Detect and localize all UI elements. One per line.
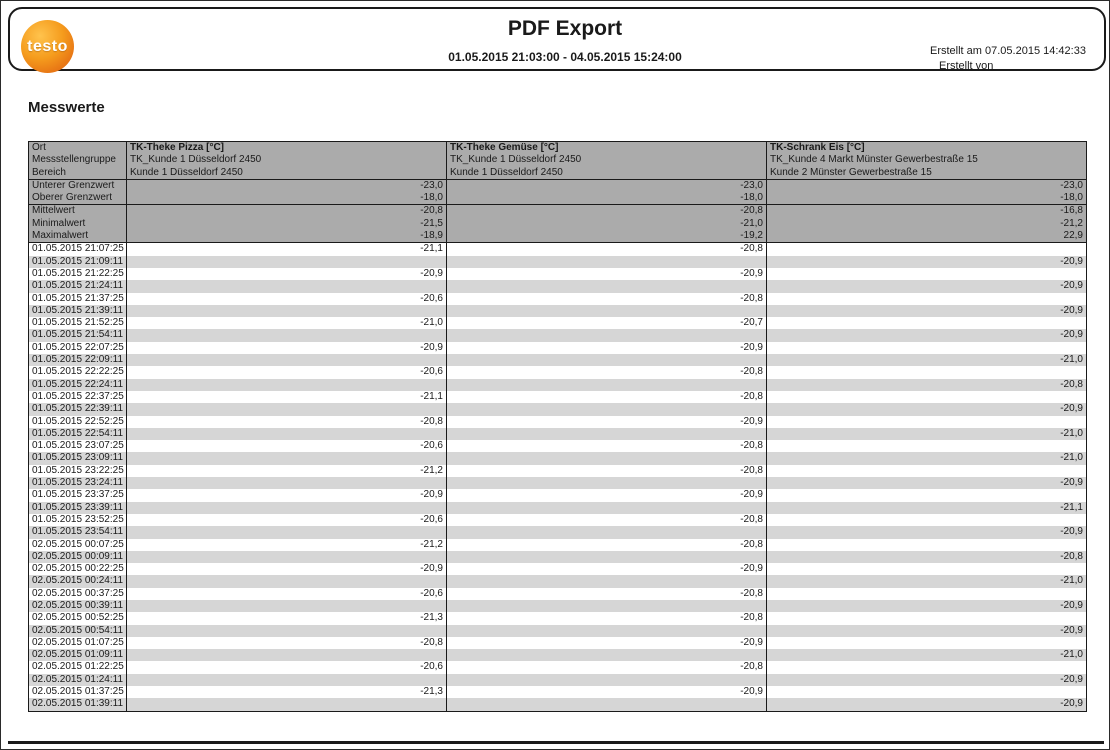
stat-row (29, 205, 1087, 243)
timestamp-cell: 01.05.2015 21:39:11 (29, 305, 127, 317)
table-row (29, 686, 1087, 698)
channel-group: TK_Kunde 1 Düsseldorf 2450 (130, 154, 262, 166)
stat-value: -21,2 (1060, 217, 1083, 229)
table-row (29, 452, 1087, 464)
table-row (29, 551, 1087, 563)
value-cell: -21,2 (127, 465, 447, 477)
value-cell (767, 440, 1087, 452)
value-cell: -20,9 (127, 489, 447, 501)
stat-value: -21,5 (420, 217, 443, 229)
limit-value-cell (767, 179, 1087, 205)
limit-value: -23,0 (1060, 179, 1083, 191)
value-cell (127, 477, 447, 489)
value-cell (127, 674, 447, 686)
page-title: PDF Export (507, 17, 623, 40)
value-cell (127, 502, 447, 514)
limit-value: -18,0 (740, 192, 763, 204)
table-row (29, 588, 1087, 600)
timestamp-cell: 01.05.2015 23:22:25 (29, 465, 127, 477)
value-cell (127, 403, 447, 415)
channel-header-cell (447, 142, 767, 180)
channel-title: TK-Schrank Eis [°C] (770, 142, 865, 153)
limit-value: -18,0 (1060, 192, 1083, 204)
table-row (29, 539, 1087, 551)
value-cell (127, 305, 447, 317)
value-cell: -21,1 (127, 391, 447, 403)
value-cell (767, 686, 1087, 698)
table-row (29, 526, 1087, 538)
timestamp-cell: 01.05.2015 22:39:11 (29, 403, 127, 415)
value-cell (447, 502, 767, 514)
table-row (29, 428, 1087, 440)
meta-label-cell (29, 142, 127, 180)
timestamp-cell: 01.05.2015 23:07:25 (29, 440, 127, 452)
value-cell (127, 551, 447, 563)
value-cell: -20,8 (447, 243, 767, 256)
table-row (29, 403, 1087, 415)
value-cell (447, 600, 767, 612)
value-cell: -20,9 (447, 342, 767, 354)
value-cell: -20,9 (447, 489, 767, 501)
timestamp-cell: 02.05.2015 01:22:25 (29, 661, 127, 673)
value-cell: -20,6 (127, 366, 447, 378)
value-cell: -21,0 (767, 428, 1087, 440)
table-row (29, 256, 1087, 268)
stat-label-cell (29, 205, 127, 243)
value-cell: -20,6 (127, 588, 447, 600)
value-cell: -21,1 (767, 502, 1087, 514)
timestamp-cell: 01.05.2015 23:37:25 (29, 489, 127, 501)
value-cell (127, 649, 447, 661)
value-cell: -20,9 (767, 256, 1087, 268)
value-cell (447, 477, 767, 489)
value-cell (447, 698, 767, 711)
table-row (29, 440, 1087, 452)
timestamp-cell: 02.05.2015 00:07:25 (29, 539, 127, 551)
value-cell: -20,8 (447, 661, 767, 673)
value-cell: -20,9 (767, 674, 1087, 686)
value-cell (127, 600, 447, 612)
stat-value: -19,2 (740, 230, 763, 242)
channel-title: TK-Theke Gemüse [°C] (450, 142, 559, 153)
value-cell: -20,9 (447, 268, 767, 280)
value-cell (767, 391, 1087, 403)
limit-value: -23,0 (740, 179, 763, 191)
value-cell: -20,9 (767, 600, 1087, 612)
value-cell (127, 452, 447, 464)
value-cell (447, 280, 767, 292)
value-cell: -20,9 (767, 625, 1087, 637)
table-row (29, 514, 1087, 526)
value-cell: -21,0 (767, 452, 1087, 464)
table-meta-row (29, 142, 1087, 180)
timestamp-cell: 01.05.2015 23:09:11 (29, 452, 127, 464)
value-cell: -20,6 (127, 293, 447, 305)
value-cell (767, 563, 1087, 575)
value-cell (127, 354, 447, 366)
stat-value: -20,8 (420, 205, 443, 217)
value-cell: -20,9 (767, 526, 1087, 538)
created-meta (930, 44, 1086, 74)
timestamp-cell: 01.05.2015 21:52:25 (29, 317, 127, 329)
table-row (29, 305, 1087, 317)
stat-label: Mittelwert (32, 205, 75, 217)
table-row (29, 649, 1087, 661)
timestamp-cell: 02.05.2015 00:39:11 (29, 600, 127, 612)
value-cell: -20,8 (447, 612, 767, 624)
footer-rule (8, 741, 1104, 744)
value-cell (447, 256, 767, 268)
value-cell (127, 256, 447, 268)
table-row (29, 243, 1087, 256)
table-row (29, 379, 1087, 391)
value-cell: -20,9 (127, 563, 447, 575)
channel-area: Kunde 2 Münster Gewerbestraße 15 (770, 166, 932, 178)
limit-label: Oberer Grenzwert (32, 192, 113, 204)
value-cell (767, 465, 1087, 477)
channel-header-cell (767, 142, 1087, 180)
messwerte-table (28, 141, 1087, 712)
value-cell (127, 280, 447, 292)
timestamp-cell: 01.05.2015 22:37:25 (29, 391, 127, 403)
value-cell: -21,0 (767, 649, 1087, 661)
limit-row (29, 179, 1087, 205)
created-by: Erstellt von (939, 60, 994, 72)
timestamp-cell: 01.05.2015 23:39:11 (29, 502, 127, 514)
value-cell: -20,8 (447, 588, 767, 600)
value-cell (447, 403, 767, 415)
timestamp-cell: 01.05.2015 21:07:25 (29, 243, 127, 256)
value-cell (767, 661, 1087, 673)
table-row (29, 674, 1087, 686)
value-cell: -20,8 (127, 416, 447, 428)
timestamp-cell: 01.05.2015 22:54:11 (29, 428, 127, 440)
timestamp-cell: 02.05.2015 01:24:11 (29, 674, 127, 686)
value-cell (447, 305, 767, 317)
report-header (8, 7, 1106, 71)
table-row (29, 329, 1087, 341)
timestamp-cell: 02.05.2015 01:39:11 (29, 698, 127, 711)
table-row (29, 563, 1087, 575)
channel-header-cell (127, 142, 447, 180)
value-cell: -20,8 (447, 391, 767, 403)
value-cell: -20,9 (767, 305, 1087, 317)
value-cell: -20,8 (127, 637, 447, 649)
timestamp-cell: 02.05.2015 01:37:25 (29, 686, 127, 698)
value-cell (767, 539, 1087, 551)
limit-value-cell (127, 179, 447, 205)
messwerte-table-body (29, 142, 1087, 712)
timestamp-cell: 01.05.2015 22:24:11 (29, 379, 127, 391)
meta-label: Bereich (32, 166, 66, 178)
table-row (29, 698, 1087, 711)
table-row (29, 342, 1087, 354)
meta-label: Messstellengruppe (32, 154, 116, 166)
limit-value: -23,0 (420, 179, 443, 191)
table-row (29, 575, 1087, 587)
value-cell (767, 637, 1087, 649)
table-row (29, 661, 1087, 673)
table-row (29, 625, 1087, 637)
value-cell (127, 526, 447, 538)
stat-value-cell (447, 205, 767, 243)
value-cell (447, 575, 767, 587)
timestamp-cell: 02.05.2015 01:09:11 (29, 649, 127, 661)
value-cell (447, 452, 767, 464)
value-cell: -21,2 (127, 539, 447, 551)
value-cell: -20,9 (767, 477, 1087, 489)
stat-value: -21,0 (740, 217, 763, 229)
table-row (29, 366, 1087, 378)
timestamp-cell: 01.05.2015 21:54:11 (29, 329, 127, 341)
value-cell (447, 329, 767, 341)
value-cell: -20,8 (447, 539, 767, 551)
timestamp-cell: 01.05.2015 22:09:11 (29, 354, 127, 366)
table-row (29, 354, 1087, 366)
report-date-range: 01.05.2015 21:03:00 - 04.05.2015 15:24:00 (448, 50, 682, 64)
meta-label: Ort (32, 142, 46, 153)
value-cell (127, 575, 447, 587)
table-row (29, 489, 1087, 501)
table-row (29, 637, 1087, 649)
value-cell: -20,8 (447, 366, 767, 378)
value-cell: -20,6 (127, 440, 447, 452)
value-cell: -21,3 (127, 612, 447, 624)
timestamp-cell: 02.05.2015 00:09:11 (29, 551, 127, 563)
value-cell: -20,8 (447, 293, 767, 305)
value-cell (767, 342, 1087, 354)
value-cell (447, 649, 767, 661)
table-row (29, 268, 1087, 280)
table-row (29, 317, 1087, 329)
value-cell (447, 625, 767, 637)
table-row (29, 600, 1087, 612)
value-cell (127, 329, 447, 341)
timestamp-cell: 01.05.2015 22:52:25 (29, 416, 127, 428)
value-cell (767, 514, 1087, 526)
value-cell: -20,9 (447, 686, 767, 698)
timestamp-cell: 02.05.2015 00:54:11 (29, 625, 127, 637)
timestamp-cell: 02.05.2015 00:24:11 (29, 575, 127, 587)
timestamp-cell: 01.05.2015 23:52:25 (29, 514, 127, 526)
timestamp-cell: 01.05.2015 22:07:25 (29, 342, 127, 354)
value-cell: -20,8 (767, 551, 1087, 563)
value-cell (447, 379, 767, 391)
value-cell: -20,9 (767, 698, 1087, 711)
timestamp-cell: 01.05.2015 22:22:25 (29, 366, 127, 378)
value-cell (447, 551, 767, 563)
value-cell (767, 489, 1087, 501)
value-cell (767, 588, 1087, 600)
table-row (29, 391, 1087, 403)
value-cell (447, 674, 767, 686)
value-cell (127, 428, 447, 440)
value-cell (767, 317, 1087, 329)
value-cell (767, 416, 1087, 428)
table-row (29, 465, 1087, 477)
table-row (29, 477, 1087, 489)
value-cell: -20,8 (767, 379, 1087, 391)
table-row (29, 502, 1087, 514)
limit-label: Unterer Grenzwert (32, 179, 115, 191)
value-cell: -20,8 (447, 465, 767, 477)
table-wrapper (28, 141, 1087, 712)
timestamp-cell: 01.05.2015 23:54:11 (29, 526, 127, 538)
value-cell (767, 293, 1087, 305)
value-cell (127, 379, 447, 391)
table-row (29, 612, 1087, 624)
timestamp-cell: 01.05.2015 21:09:11 (29, 256, 127, 268)
timestamp-cell: 01.05.2015 23:24:11 (29, 477, 127, 489)
value-cell (447, 428, 767, 440)
value-cell (767, 612, 1087, 624)
value-cell: -20,9 (447, 563, 767, 575)
value-cell: -21,1 (127, 243, 447, 256)
limit-label-cell (29, 179, 127, 205)
stat-value-cell (767, 205, 1087, 243)
timestamp-cell: 01.05.2015 21:37:25 (29, 293, 127, 305)
value-cell (447, 354, 767, 366)
value-cell: -20,9 (767, 280, 1087, 292)
value-cell (767, 366, 1087, 378)
limit-value: -18,0 (420, 192, 443, 204)
value-cell (767, 268, 1087, 280)
value-cell: -21,0 (767, 575, 1087, 587)
testo-logo-text: testo (27, 37, 68, 55)
stat-label: Maximalwert (32, 230, 89, 242)
channel-group: TK_Kunde 1 Düsseldorf 2450 (450, 154, 582, 166)
created-at: Erstellt am 07.05.2015 14:42:33 (930, 45, 1086, 57)
value-cell (127, 698, 447, 711)
value-cell: -20,9 (127, 342, 447, 354)
value-cell: -20,9 (767, 403, 1087, 415)
value-cell: -20,8 (447, 514, 767, 526)
channel-group: TK_Kunde 4 Markt Münster Gewerbestraße 15 (770, 154, 978, 166)
stat-value: 22,9 (1063, 230, 1083, 242)
value-cell: -20,9 (447, 416, 767, 428)
timestamp-cell: 02.05.2015 00:52:25 (29, 612, 127, 624)
timestamp-cell: 01.05.2015 21:22:25 (29, 268, 127, 280)
value-cell (127, 625, 447, 637)
value-cell (447, 526, 767, 538)
stat-value-cell (127, 205, 447, 243)
value-cell: -20,9 (447, 637, 767, 649)
timestamp-cell: 02.05.2015 00:37:25 (29, 588, 127, 600)
value-cell: -21,0 (127, 317, 447, 329)
stat-value: -16,8 (1060, 205, 1083, 217)
timestamp-cell: 02.05.2015 01:07:25 (29, 637, 127, 649)
value-cell: -20,9 (127, 268, 447, 280)
table-row (29, 280, 1087, 292)
channel-area: Kunde 1 Düsseldorf 2450 (450, 166, 563, 178)
stat-value: -20,8 (740, 205, 763, 217)
table-row (29, 293, 1087, 305)
value-cell: -20,7 (447, 317, 767, 329)
table-row (29, 416, 1087, 428)
timestamp-cell: 01.05.2015 21:24:11 (29, 280, 127, 292)
stat-label: Minimalwert (32, 217, 86, 229)
value-cell: -20,6 (127, 661, 447, 673)
value-cell: -21,3 (127, 686, 447, 698)
stat-value: -18,9 (420, 230, 443, 242)
timestamp-cell: 02.05.2015 00:22:25 (29, 563, 127, 575)
value-cell: -20,6 (127, 514, 447, 526)
channel-title: TK-Theke Pizza [°C] (130, 142, 225, 153)
value-cell: -20,8 (447, 440, 767, 452)
value-cell: -21,0 (767, 354, 1087, 366)
value-cell (767, 243, 1087, 256)
value-cell: -20,9 (767, 329, 1087, 341)
section-title: Messwerte (28, 99, 105, 116)
limit-value-cell (447, 179, 767, 205)
channel-area: Kunde 1 Düsseldorf 2450 (130, 166, 243, 178)
